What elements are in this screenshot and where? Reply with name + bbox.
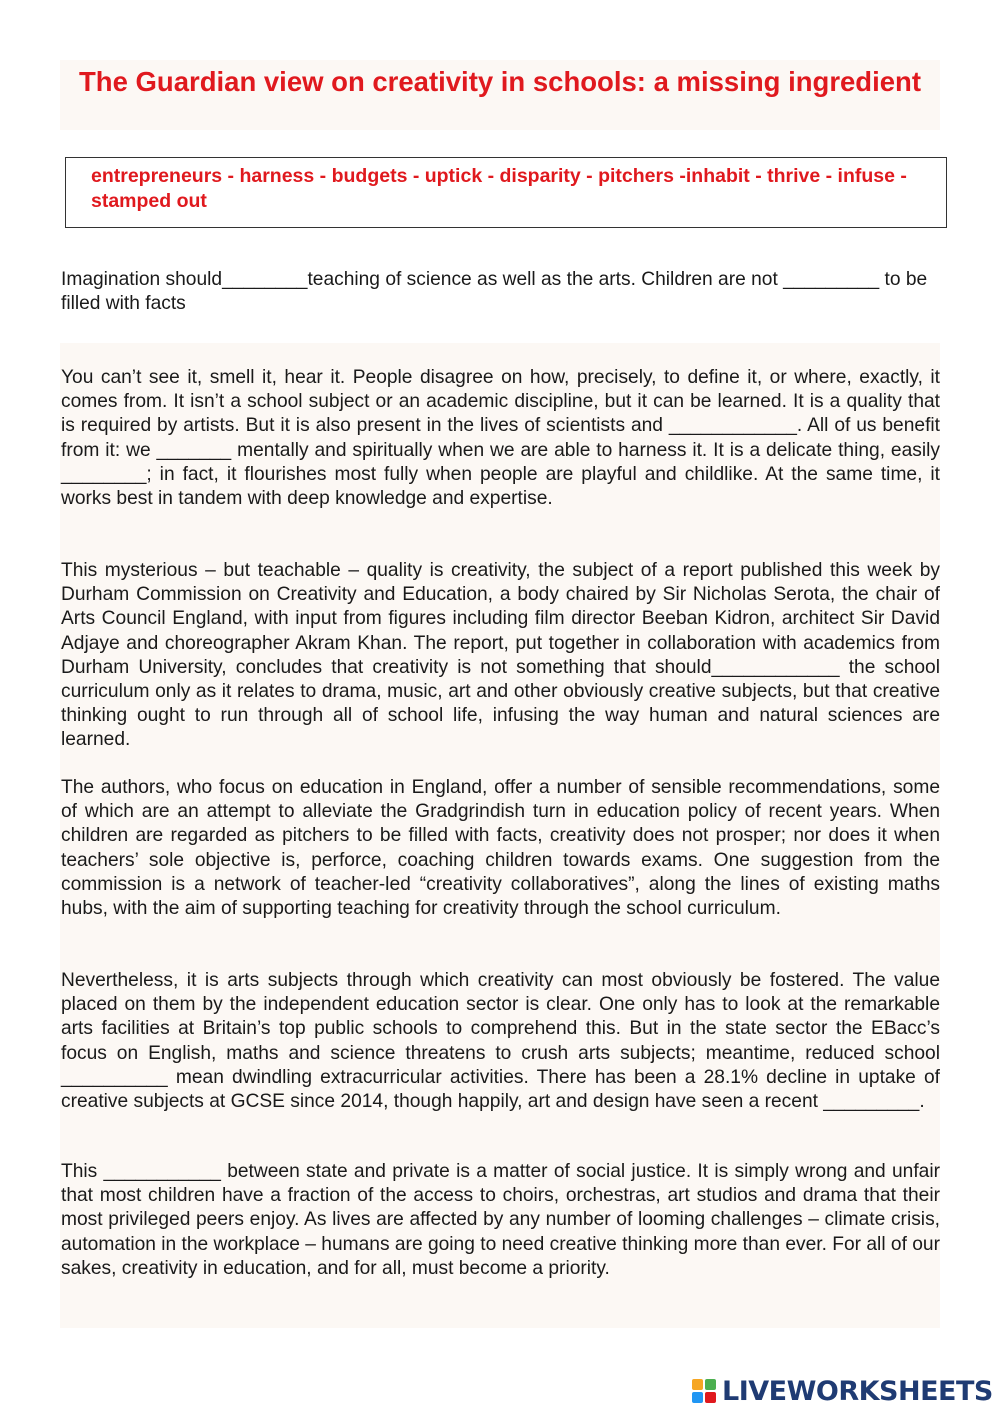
word-bank-text: entrepreneurs - harness - budgets - uptick - disparity - pitchers -inhabit - thrive - infuse - stamped out (91, 165, 907, 212)
title-band (60, 60, 940, 130)
page-title: The Guardian view on creativity in schools: a missing ingredient (79, 66, 921, 97)
paragraph-2: This mysterious – but teachable – quality is creativity, the subject of a report published this week by Durham Commission on Creativity and Education, a body chaired by Sir Nicholas Serota, the chair of Arts Council England, with input from figures including film director Beeban Kidron, architect Sir David Adjaye and choreographer Akram Khan. The report, put together in collaboration with academics from Durham University, concludes that creativity is not something that should____________ the school curriculum only as it relates to drama, music, art and other obviously creative subjects, but that creative thinking ought to run through all of school life, infusing the way human and natural sciences are learned. (61, 560, 940, 751)
liveworksheets-logo (692, 1376, 993, 1406)
article-body (60, 343, 940, 1328)
intro-sentence: Imagination should________teaching of science as well as the arts. Children are not _________ to be filled with facts (61, 269, 928, 314)
liveworksheets-logo-icon (692, 1379, 716, 1403)
liveworksheets-brand-text: LIVEWORKSHEETS (722, 1375, 993, 1407)
paragraph-5: This ___________ between state and private is a matter of social justice. It is simply wrong and unfair that most children have a fraction of the access to choirs, orchestras, art studios and drama that their most privileged peers enjoy. As lives are affected by any number of looming challenges – climate crisis, automation in the workplace – humans are going to need creative thinking more than ever. For all of our sakes, creativity in education, and for all, must become a priority. (61, 1161, 940, 1279)
word-bank-box (65, 157, 947, 228)
paragraph-1: You can’t see it, smell it, hear it. People disagree on how, precisely, to define it, or where, exactly, it comes from. It isn’t a school subject or an academic discipline, but it can be learned. It is a quality that is required by artists. But it is also present in the lives of scientists and ____________. All of us benefit from it: we _______ mentally and spiritually when we are able to harness it. It is a delicate thing, easily ________; in fact, it flourishes most fully when people are playful and childlike. At the same time, it works best in tandem with deep knowledge and expertise. (61, 367, 940, 510)
paragraph-3: The authors, who focus on education in England, offer a number of sensible recommendations, some of which are an attempt to alleviate the Gradgrindish turn in education policy of recent years. When children are regarded as pitchers to be filled with facts, creativity does not prosper; nor does it when teachers’ sole objective is, perforce, coaching children towards exams. One suggestion from the commission is a network of teacher-led “creativity collaboratives”, along the lines of existing maths hubs, with the aim of supporting teaching for creativity through the school curriculum. (61, 777, 940, 920)
paragraph-4: Nevertheless, it is arts subjects through which creativity can most obviously be fostered. The value placed on them by the independent education sector is clear. One only has to look at the remarkable arts facilities at Britain’s top public schools to comprehend this. But in the state sector the EBacc’s focus on English, maths and science threatens to crush arts subjects; meantime, reduced school __________ mean dwindling extracurricular activities. There has been a 28.1% decline in uptake of creative subjects at GCSE since 2014, though happily, art and design have seen a recent _________. (61, 970, 940, 1113)
